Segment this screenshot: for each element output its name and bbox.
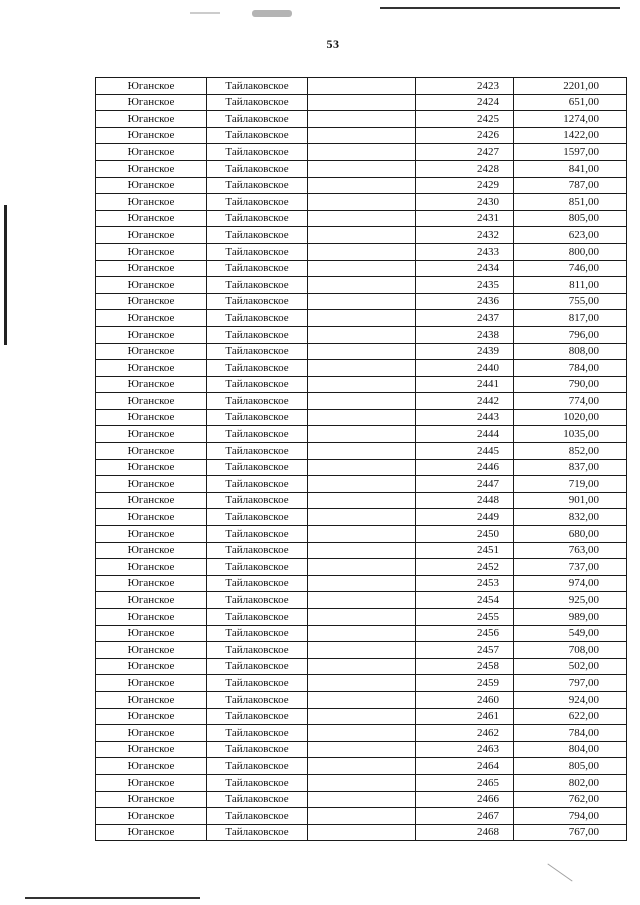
cell-value: 719,00 — [514, 476, 627, 493]
cell-number: 2447 — [416, 476, 514, 493]
cell-value: 774,00 — [514, 393, 627, 410]
cell-value: 1274,00 — [514, 111, 627, 128]
cell-value: 549,00 — [514, 625, 627, 642]
cell-number: 2423 — [416, 78, 514, 95]
cell-empty — [308, 758, 416, 775]
cell-region: Юганское — [96, 260, 207, 277]
cell-region: Юганское — [96, 526, 207, 543]
cell-region: Юганское — [96, 708, 207, 725]
scan-artifact-top-dots — [190, 12, 220, 14]
cell-number: 2433 — [416, 243, 514, 260]
cell-number: 2465 — [416, 774, 514, 791]
table-row — [96, 808, 627, 825]
cell-value: 802,00 — [514, 774, 627, 791]
table-row — [96, 443, 627, 460]
table-row — [96, 127, 627, 144]
cell-number: 2442 — [416, 393, 514, 410]
cell-empty — [308, 725, 416, 742]
table-row — [96, 824, 627, 841]
cell-field: Тайлаковское — [207, 741, 308, 758]
cell-value: 502,00 — [514, 658, 627, 675]
cell-region: Юганское — [96, 791, 207, 808]
table-row — [96, 774, 627, 791]
table-row — [96, 393, 627, 410]
cell-field: Тайлаковское — [207, 509, 308, 526]
cell-number: 2467 — [416, 808, 514, 825]
cell-empty — [308, 277, 416, 294]
cell-value: 755,00 — [514, 293, 627, 310]
cell-region: Юганское — [96, 675, 207, 692]
cell-empty — [308, 774, 416, 791]
cell-field: Тайлаковское — [207, 376, 308, 393]
cell-number: 2449 — [416, 509, 514, 526]
cell-empty — [308, 691, 416, 708]
cell-empty — [308, 376, 416, 393]
cell-field: Тайлаковское — [207, 78, 308, 95]
cell-region: Юганское — [96, 808, 207, 825]
cell-empty — [308, 509, 416, 526]
cell-region: Юганское — [96, 310, 207, 327]
cell-empty — [308, 144, 416, 161]
cell-field: Тайлаковское — [207, 144, 308, 161]
table-row — [96, 227, 627, 244]
table-row — [96, 542, 627, 559]
cell-field: Тайлаковское — [207, 243, 308, 260]
cell-empty — [308, 609, 416, 626]
cell-region: Юганское — [96, 194, 207, 211]
table-row — [96, 111, 627, 128]
cell-number: 2462 — [416, 725, 514, 742]
table-row — [96, 708, 627, 725]
cell-number: 2441 — [416, 376, 514, 393]
cell-empty — [308, 791, 416, 808]
table-row — [96, 360, 627, 377]
cell-value: 790,00 — [514, 376, 627, 393]
cell-field: Тайлаковское — [207, 774, 308, 791]
cell-empty — [308, 625, 416, 642]
cell-field: Тайлаковское — [207, 360, 308, 377]
cell-region: Юганское — [96, 160, 207, 177]
cell-value: 794,00 — [514, 808, 627, 825]
cell-empty — [308, 360, 416, 377]
cell-empty — [308, 542, 416, 559]
cell-value: 623,00 — [514, 227, 627, 244]
cell-field: Тайлаковское — [207, 691, 308, 708]
cell-value: 797,00 — [514, 675, 627, 692]
cell-field: Тайлаковское — [207, 459, 308, 476]
table-row — [96, 459, 627, 476]
cell-empty — [308, 78, 416, 95]
cell-value: 2201,00 — [514, 78, 627, 95]
cell-region: Юганское — [96, 243, 207, 260]
table-row — [96, 376, 627, 393]
cell-value: 901,00 — [514, 492, 627, 509]
cell-field: Тайлаковское — [207, 758, 308, 775]
cell-region: Юганское — [96, 177, 207, 194]
table-row — [96, 559, 627, 576]
cell-empty — [308, 808, 416, 825]
cell-number: 2438 — [416, 326, 514, 343]
cell-region: Юганское — [96, 509, 207, 526]
cell-value: 680,00 — [514, 526, 627, 543]
cell-number: 2443 — [416, 409, 514, 426]
cell-region: Юганское — [96, 443, 207, 460]
table-row — [96, 194, 627, 211]
cell-region: Юганское — [96, 393, 207, 410]
cell-empty — [308, 210, 416, 227]
table-row — [96, 277, 627, 294]
cell-field: Тайлаковское — [207, 675, 308, 692]
cell-region: Юганское — [96, 293, 207, 310]
cell-region: Юганское — [96, 609, 207, 626]
cell-number: 2461 — [416, 708, 514, 725]
cell-region: Юганское — [96, 559, 207, 576]
cell-number: 2424 — [416, 94, 514, 111]
cell-field: Тайлаковское — [207, 260, 308, 277]
cell-value: 805,00 — [514, 210, 627, 227]
cell-value: 1035,00 — [514, 426, 627, 443]
cell-empty — [308, 426, 416, 443]
cell-number: 2435 — [416, 277, 514, 294]
table-row — [96, 78, 627, 95]
cell-value: 805,00 — [514, 758, 627, 775]
cell-region: Юганское — [96, 426, 207, 443]
cell-number: 2459 — [416, 675, 514, 692]
cell-field: Тайлаковское — [207, 542, 308, 559]
scan-artifact-top-smudge — [252, 10, 292, 17]
cell-value: 1597,00 — [514, 144, 627, 161]
table-row — [96, 343, 627, 360]
cell-region: Юганское — [96, 94, 207, 111]
cell-value: 817,00 — [514, 310, 627, 327]
table-row — [96, 492, 627, 509]
cell-field: Тайлаковское — [207, 658, 308, 675]
table-row — [96, 94, 627, 111]
cell-value: 851,00 — [514, 194, 627, 211]
cell-empty — [308, 227, 416, 244]
cell-value: 763,00 — [514, 542, 627, 559]
cell-value: 989,00 — [514, 609, 627, 626]
cell-number: 2429 — [416, 177, 514, 194]
table-body — [96, 78, 627, 841]
page-number: 53 — [326, 37, 340, 51]
cell-empty — [308, 293, 416, 310]
cell-field: Тайлаковское — [207, 642, 308, 659]
cell-empty — [308, 443, 416, 460]
cell-value: 708,00 — [514, 642, 627, 659]
cell-field: Тайлаковское — [207, 194, 308, 211]
cell-region: Юганское — [96, 492, 207, 509]
cell-value: 1422,00 — [514, 127, 627, 144]
cell-region: Юганское — [96, 227, 207, 244]
cell-number: 2453 — [416, 575, 514, 592]
cell-field: Тайлаковское — [207, 343, 308, 360]
cell-number: 2455 — [416, 609, 514, 626]
table-row — [96, 476, 627, 493]
cell-region: Юганское — [96, 343, 207, 360]
cell-field: Тайлаковское — [207, 177, 308, 194]
cell-field: Тайлаковское — [207, 808, 308, 825]
cell-empty — [308, 559, 416, 576]
cell-field: Тайлаковское — [207, 94, 308, 111]
cell-number: 2451 — [416, 542, 514, 559]
cell-number: 2436 — [416, 293, 514, 310]
cell-value: 784,00 — [514, 725, 627, 742]
table-row — [96, 160, 627, 177]
scan-artifact-bottom-line — [25, 897, 200, 899]
table-row — [96, 592, 627, 609]
cell-empty — [308, 310, 416, 327]
cell-field: Тайлаковское — [207, 326, 308, 343]
cell-field: Тайлаковское — [207, 426, 308, 443]
scan-artifact-corner-mark — [547, 863, 572, 881]
table-row — [96, 210, 627, 227]
table-row — [96, 310, 627, 327]
cell-value: 796,00 — [514, 326, 627, 343]
table-row — [96, 791, 627, 808]
table-row — [96, 575, 627, 592]
cell-number: 2446 — [416, 459, 514, 476]
table-row — [96, 326, 627, 343]
cell-empty — [308, 326, 416, 343]
table-row — [96, 260, 627, 277]
cell-empty — [308, 658, 416, 675]
cell-empty — [308, 343, 416, 360]
cell-field: Тайлаковское — [207, 492, 308, 509]
cell-value: 852,00 — [514, 443, 627, 460]
cell-number: 2430 — [416, 194, 514, 211]
cell-region: Юганское — [96, 326, 207, 343]
cell-value: 808,00 — [514, 343, 627, 360]
cell-number: 2445 — [416, 443, 514, 460]
cell-empty — [308, 160, 416, 177]
cell-number: 2466 — [416, 791, 514, 808]
cell-field: Тайлаковское — [207, 210, 308, 227]
cell-empty — [308, 708, 416, 725]
cell-number: 2456 — [416, 625, 514, 642]
cell-number: 2457 — [416, 642, 514, 659]
cell-value: 651,00 — [514, 94, 627, 111]
cell-number: 2439 — [416, 343, 514, 360]
cell-region: Юганское — [96, 409, 207, 426]
cell-region: Юганское — [96, 476, 207, 493]
cell-region: Юганское — [96, 575, 207, 592]
cell-value: 784,00 — [514, 360, 627, 377]
cell-value: 787,00 — [514, 177, 627, 194]
cell-region: Юганское — [96, 542, 207, 559]
cell-number: 2448 — [416, 492, 514, 509]
cell-region: Юганское — [96, 824, 207, 841]
cell-value: 837,00 — [514, 459, 627, 476]
cell-number: 2450 — [416, 526, 514, 543]
table-row — [96, 177, 627, 194]
table-row — [96, 243, 627, 260]
cell-number: 2468 — [416, 824, 514, 841]
cell-field: Тайлаковское — [207, 708, 308, 725]
cell-region: Юганское — [96, 277, 207, 294]
cell-field: Тайлаковское — [207, 160, 308, 177]
cell-value: 746,00 — [514, 260, 627, 277]
cell-field: Тайлаковское — [207, 310, 308, 327]
cell-field: Тайлаковское — [207, 592, 308, 609]
cell-empty — [308, 741, 416, 758]
cell-value: 622,00 — [514, 708, 627, 725]
cell-number: 2431 — [416, 210, 514, 227]
cell-number: 2440 — [416, 360, 514, 377]
cell-empty — [308, 393, 416, 410]
table-row — [96, 741, 627, 758]
table-row — [96, 426, 627, 443]
cell-field: Тайлаковское — [207, 476, 308, 493]
cell-field: Тайлаковское — [207, 526, 308, 543]
cell-empty — [308, 194, 416, 211]
table-row — [96, 691, 627, 708]
cell-region: Юганское — [96, 360, 207, 377]
table-row — [96, 144, 627, 161]
cell-value: 767,00 — [514, 824, 627, 841]
table-row — [96, 625, 627, 642]
table-row — [96, 725, 627, 742]
cell-number: 2444 — [416, 426, 514, 443]
cell-empty — [308, 127, 416, 144]
cell-number: 2437 — [416, 310, 514, 327]
cell-region: Юганское — [96, 592, 207, 609]
cell-number: 2460 — [416, 691, 514, 708]
cell-number: 2464 — [416, 758, 514, 775]
cell-field: Тайлаковское — [207, 824, 308, 841]
cell-field: Тайлаковское — [207, 443, 308, 460]
cell-empty — [308, 111, 416, 128]
cell-region: Юганское — [96, 741, 207, 758]
cell-field: Тайлаковское — [207, 227, 308, 244]
cell-empty — [308, 260, 416, 277]
table-row — [96, 758, 627, 775]
cell-number: 2428 — [416, 160, 514, 177]
table-row — [96, 675, 627, 692]
cell-value: 800,00 — [514, 243, 627, 260]
cell-field: Тайлаковское — [207, 127, 308, 144]
table-row — [96, 658, 627, 675]
cell-empty — [308, 409, 416, 426]
cell-region: Юганское — [96, 758, 207, 775]
table-row — [96, 609, 627, 626]
cell-number: 2426 — [416, 127, 514, 144]
cell-empty — [308, 526, 416, 543]
cell-value: 925,00 — [514, 592, 627, 609]
cell-region: Юганское — [96, 78, 207, 95]
scan-artifact-top-line — [380, 7, 620, 9]
cell-number: 2427 — [416, 144, 514, 161]
cell-field: Тайлаковское — [207, 393, 308, 410]
cell-value: 811,00 — [514, 277, 627, 294]
cell-empty — [308, 243, 416, 260]
cell-field: Тайлаковское — [207, 791, 308, 808]
cell-region: Юганское — [96, 459, 207, 476]
cell-region: Юганское — [96, 144, 207, 161]
cell-value: 762,00 — [514, 791, 627, 808]
cell-field: Тайлаковское — [207, 111, 308, 128]
table-row — [96, 526, 627, 543]
cell-field: Тайлаковское — [207, 277, 308, 294]
cell-region: Юганское — [96, 625, 207, 642]
cell-value: 1020,00 — [514, 409, 627, 426]
cell-value: 841,00 — [514, 160, 627, 177]
cell-empty — [308, 476, 416, 493]
cell-field: Тайлаковское — [207, 609, 308, 626]
cell-field: Тайлаковское — [207, 725, 308, 742]
cell-field: Тайлаковское — [207, 625, 308, 642]
cell-value: 804,00 — [514, 741, 627, 758]
cell-number: 2434 — [416, 260, 514, 277]
cell-number: 2454 — [416, 592, 514, 609]
cell-field: Тайлаковское — [207, 293, 308, 310]
cell-empty — [308, 575, 416, 592]
cell-region: Юганское — [96, 642, 207, 659]
cell-value: 924,00 — [514, 691, 627, 708]
cell-number: 2452 — [416, 559, 514, 576]
data-table — [95, 77, 627, 841]
cell-empty — [308, 94, 416, 111]
table-row — [96, 409, 627, 426]
cell-region: Юганское — [96, 111, 207, 128]
cell-value: 832,00 — [514, 509, 627, 526]
cell-region: Юганское — [96, 691, 207, 708]
scan-artifact-left-bar — [4, 205, 7, 345]
cell-field: Тайлаковское — [207, 575, 308, 592]
cell-region: Юганское — [96, 127, 207, 144]
cell-value: 737,00 — [514, 559, 627, 576]
cell-region: Юганское — [96, 774, 207, 791]
cell-empty — [308, 177, 416, 194]
cell-region: Юганское — [96, 725, 207, 742]
cell-empty — [308, 592, 416, 609]
cell-value: 974,00 — [514, 575, 627, 592]
cell-region: Юганское — [96, 210, 207, 227]
cell-empty — [308, 824, 416, 841]
table-row — [96, 509, 627, 526]
table-row — [96, 293, 627, 310]
cell-number: 2463 — [416, 741, 514, 758]
cell-empty — [308, 675, 416, 692]
cell-number: 2425 — [416, 111, 514, 128]
cell-number: 2458 — [416, 658, 514, 675]
cell-empty — [308, 492, 416, 509]
cell-empty — [308, 459, 416, 476]
table-row — [96, 642, 627, 659]
cell-region: Юганское — [96, 658, 207, 675]
cell-region: Юганское — [96, 376, 207, 393]
cell-field: Тайлаковское — [207, 559, 308, 576]
cell-empty — [308, 642, 416, 659]
cell-number: 2432 — [416, 227, 514, 244]
cell-field: Тайлаковское — [207, 409, 308, 426]
